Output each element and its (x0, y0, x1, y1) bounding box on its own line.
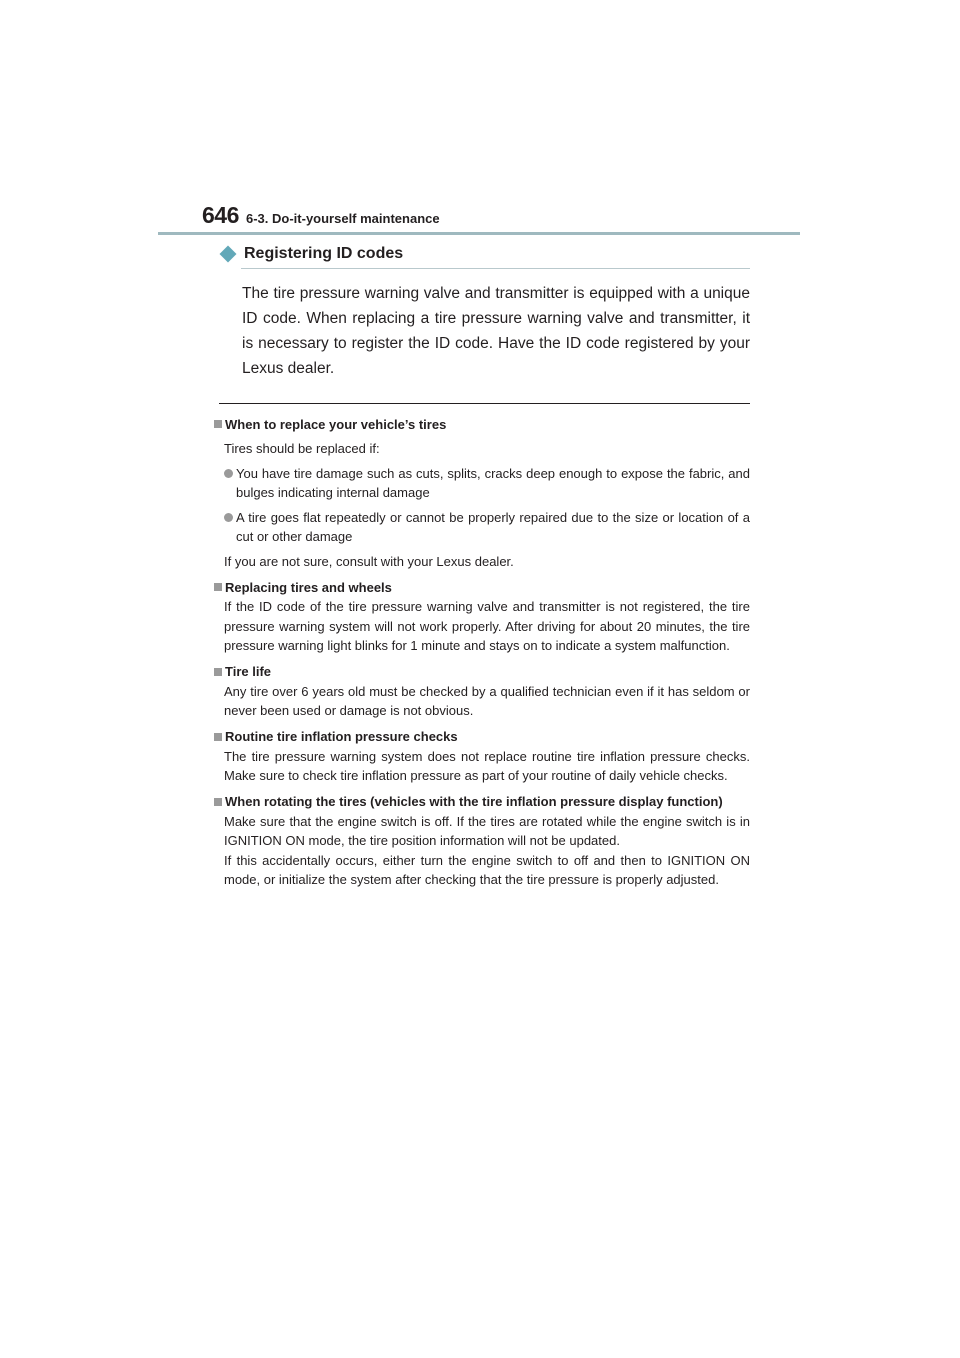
note-paragraph: If this accidentally occurs, either turn the engine switch to off and then to IGNITION ON mode, or initialize the system after checking that the tire pressure is properly adjusted. (224, 852, 750, 887)
note-title: Routine tire inflation pressure checks (225, 729, 458, 744)
page-number: 646 (202, 202, 239, 228)
note-replacing-wheels (214, 577, 750, 656)
note-body: If the ID code of the tire pressure warning valve and transmitter is not registered, the tire pressure warning system will not work properly. After driving for about 20 minutes, the tire pressure warning light blinks for 1 minute and stays on to indicate a system malfunction. (224, 599, 750, 653)
subsection-heading (219, 243, 750, 265)
note-routine-checks (214, 727, 750, 786)
note-body (214, 812, 750, 890)
diamond-icon (220, 246, 237, 263)
list-item-text: You have tire damage such as cuts, splits, cracks deep enough to expose the fabric, and bulges indicating internal damage (236, 465, 750, 500)
note-body: Any tire over 6 years old must be checked by a qualified technician even if it has seldom or never been used or damage is not obvious. (224, 683, 750, 718)
note-paragraph: Make sure that the engine switch is off. If the tires are rotated while the engine switch is in IGNITION ON mode, the tire position information will not be updated. (224, 813, 750, 848)
note-body (214, 439, 750, 571)
note-tire-life (214, 662, 750, 721)
notes-section (214, 414, 750, 896)
note-title: When to replace your vehicle’s tires (225, 416, 447, 432)
note-intro: Tires should be replaced if: (224, 441, 380, 456)
note-title: Tire life (225, 664, 272, 679)
note-heading (214, 577, 750, 597)
note-title: Replacing tires and wheels (225, 579, 392, 595)
square-icon (214, 798, 222, 806)
list-item (224, 464, 750, 503)
note-body: The tire pressure warning system does not replace routine tire inflation pressure checks. Make sure to check tire inflation pressure as part of your routine of daily vehicle checks. (224, 748, 750, 783)
note-replace-tires (214, 414, 750, 571)
subsection-rule (241, 268, 750, 269)
square-icon (214, 583, 222, 591)
registering-id-codes-section (219, 243, 750, 381)
note-title: When rotating the tires (vehicles with the tire inflation pressure display function) (225, 794, 723, 809)
header-rule (158, 232, 800, 235)
square-icon (214, 733, 222, 741)
square-icon (214, 668, 222, 676)
note-heading (214, 414, 750, 434)
note-heading (214, 727, 750, 747)
list-item-text: A tire goes flat repeatedly or cannot be properly repaired due to the size or location of a cut or other damage (236, 509, 750, 544)
notes-divider (219, 403, 750, 404)
section-label: 6-3. Do-it-yourself maintenance (246, 211, 440, 226)
square-icon (214, 420, 222, 428)
note-heading (214, 662, 750, 682)
note-outro: If you are not sure, consult with your Lexus dealer. (224, 553, 514, 569)
note-rotating (214, 792, 750, 890)
list-item (224, 508, 750, 547)
subsection-title: Registering ID codes (244, 245, 404, 262)
note-heading (214, 792, 750, 812)
subsection-body: The tire pressure warning valve and transmitter is equipped with a unique ID code. When replacing a tire pressure warning valve and transmitter, it is necessary to register the ID code. Have the ID code registered by your Lexus dealer. (242, 285, 750, 377)
circle-bullet-icon (224, 469, 233, 478)
circle-bullet-icon (224, 513, 233, 522)
